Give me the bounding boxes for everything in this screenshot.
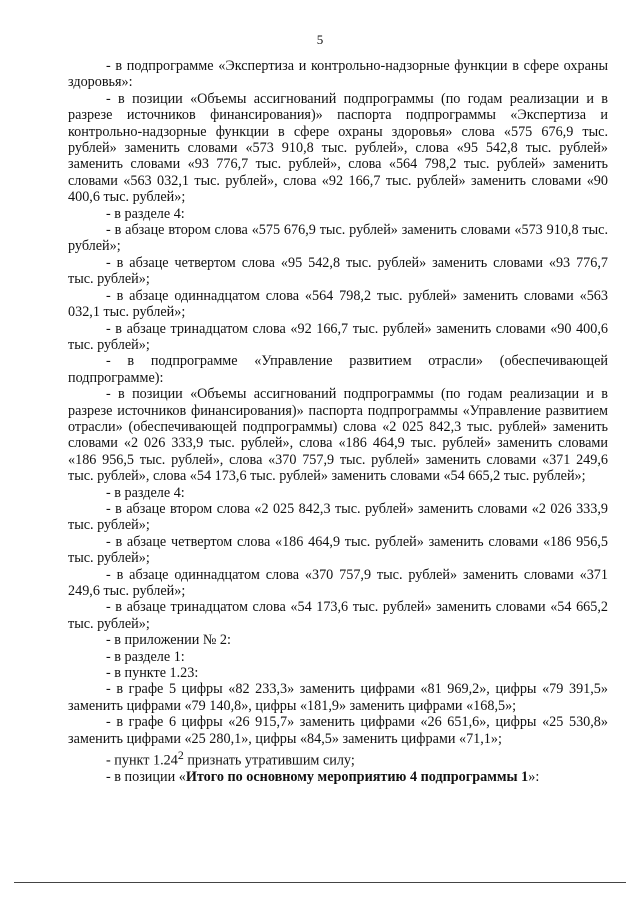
paragraph: - в подпрограмме «Управление развитием отрасли» (обеспечивающей подпрограмме): — [68, 353, 608, 386]
paragraph: - в абзаце втором слова «575 676,9 тыс. рублей» заменить словами «573 910,8 тыс. рублей»; — [68, 222, 608, 255]
paragraph: - в абзаце одиннадцатом слова «370 757,9 тыс. рублей» заменить словами «371 249,6 тыс. рублей»; — [68, 566, 608, 599]
paragraph: - в позиции «Объемы ассигнований подпрограммы (по годам реализации и в разрезе источников финансирования)» паспорта подпрограммы «Управление развитием отрасли» (обеспечивающей подпрограммы) слова «2 025 842,3 тыс. рублей» заменить словами «2 026 333,9 тыс. рублей», слова «186 464,9 тыс. рублей» заменить словами «186 956,5 тыс. рублей», слова «370 757,9 тыс. рублей» заменить словами «371 249,6 тыс. рублей», слова «54 173,6 тыс. рублей» заменить словами «54 665,2 тыс. рублей»; — [68, 386, 608, 485]
paragraph-point-invalidated — [68, 747, 608, 769]
paragraph: - в абзаце тринадцатом слова «54 173,6 тыс. рублей» заменить словами «54 665,2 тыс. рублей»; — [68, 599, 608, 632]
paragraph: - в позиции «Объемы ассигнований подпрограммы (по годам реализации и в разрезе источников финансирования)» паспорта подпрограммы «Экспертиза и контрольно-надзорные функции в сфере охраны здоровья» слова «575 676,9 тыс. рублей» заменить словами «573 910,8 тыс. рублей», слова «95 542,8 тыс. рублей» заменить словами «93 776,7 тыс. рублей», слова «564 798,2 тыс. рублей» заменить словами «563 032,1 тыс. рублей», слова «92 166,7 тыс. рублей» заменить словами «90 400,6 тыс. рублей»; — [68, 90, 608, 206]
paragraph: - в абзаце четвертом слова «186 464,9 тыс. рублей» заменить словами «186 956,5 тыс. рублей»; — [68, 533, 608, 567]
paragraph: - в пункте 1.23: — [106, 665, 199, 682]
paragraph: - в абзаце четвертом слова «95 542,8 тыс. рублей» заменить словами «93 776,7 тыс. рублей»; — [68, 254, 608, 288]
document-body — [68, 58, 608, 786]
paragraph: - в абзаце тринадцатом слова «92 166,7 тыс. рублей» заменить словами «90 400,6 тыс. рублей»; — [68, 320, 608, 353]
point-superscript: 2 — [177, 748, 184, 763]
bottom-rule — [14, 882, 626, 883]
position-suffix: »: — [528, 769, 540, 786]
page-number: 5 — [316, 32, 324, 47]
paragraph: - в графе 6 цифры «26 915,7» заменить цифрами «26 651,6», цифры «25 530,8» заменить цифрами «25 280,1», цифры «84,5» заменить цифрами «71,1»; — [68, 714, 608, 747]
position-prefix: - в позиции « — [106, 769, 186, 786]
paragraph: - в приложении № 2: — [106, 632, 231, 649]
position-bold-title: Итого по основному мероприятию 4 подпрограммы 1 — [185, 769, 529, 786]
paragraph: - в подпрограмме «Экспертиза и контрольно-надзорные функции в сфере охраны здоровья»: — [68, 58, 608, 91]
paragraph-position-total — [68, 769, 608, 785]
paragraph: - в разделе 4: — [106, 484, 185, 501]
paragraph: - в разделе 1: — [106, 648, 185, 665]
point-prefix: - пункт 1.24 — [106, 752, 178, 769]
paragraph: - в графе 5 цифры «82 233,3» заменить цифрами «81 969,2», цифры «79 391,5» заменить цифрами «79 140,8», цифры «181,9» заменить цифрами «168,5»; — [68, 681, 608, 714]
paragraph: - в абзаце втором слова «2 025 842,3 тыс. рублей» заменить словами «2 026 333,9 тыс. рублей»; — [68, 500, 608, 534]
paragraph: - в разделе 4: — [106, 205, 185, 222]
paragraph: - в абзаце одиннадцатом слова «564 798,2 тыс. рублей» заменить словами «563 032,1 тыс. рублей»; — [68, 287, 608, 321]
point-suffix: признать утратившим силу; — [183, 752, 355, 769]
